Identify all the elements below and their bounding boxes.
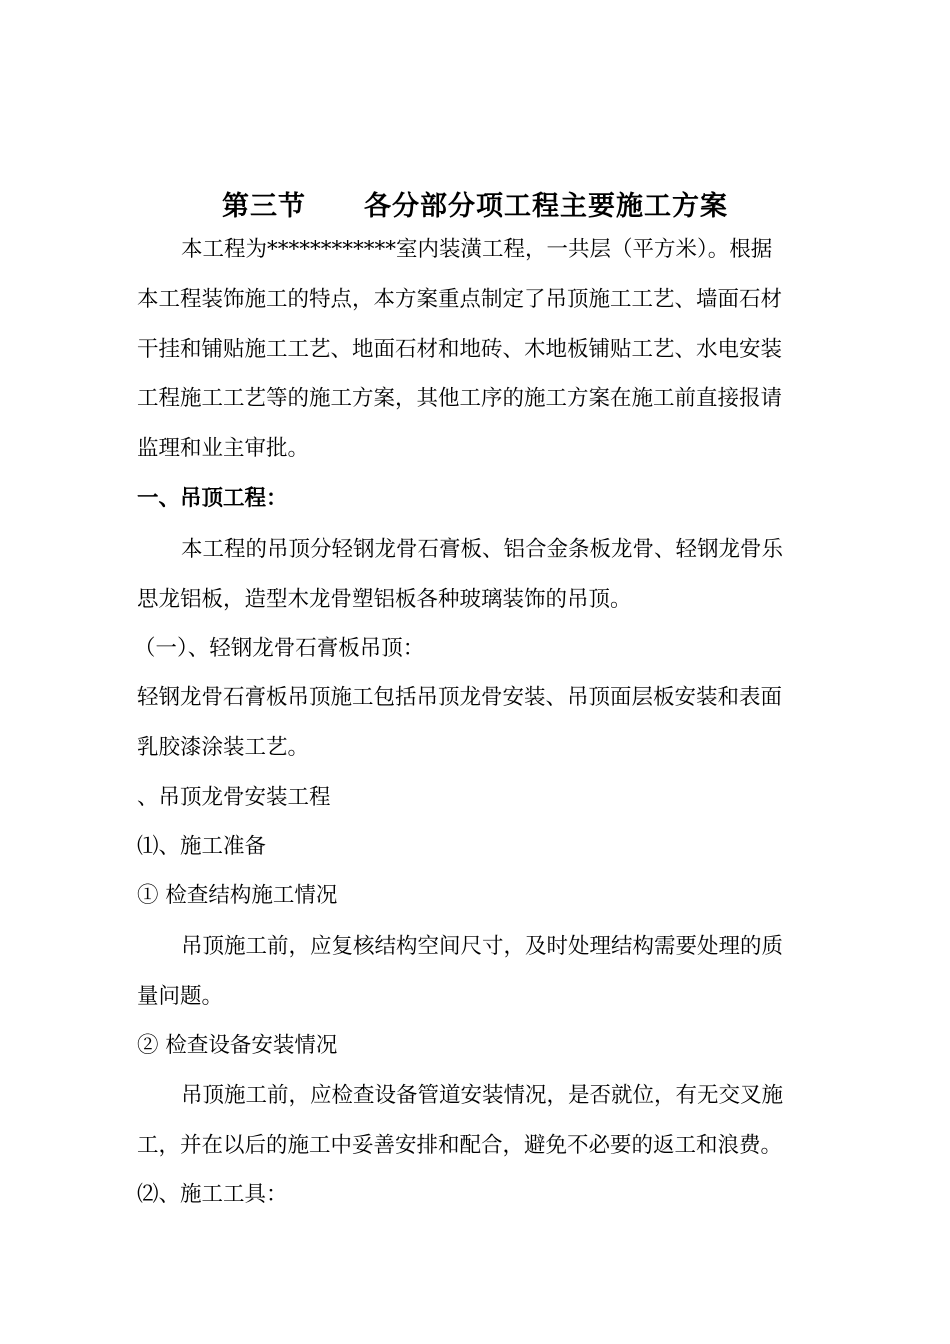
paragraph-line: 思龙铝板，造型木龙骨塑铝板各种玻璃装饰的吊顶。 xyxy=(137,587,632,612)
paragraph-line: 吊顶施工前，应复核结构空间尺寸，及时处理结构需要处理的质 xyxy=(181,934,784,959)
paragraph-line: 本工程为************室内装潢工程，一共层（平方米）。根据 xyxy=(181,237,773,262)
paragraph-line: 监理和业主审批。 xyxy=(137,436,310,461)
paragraph-line: 本工程装饰施工的特点，本方案重点制定了吊顶施工工艺、墙面石材 xyxy=(137,287,783,312)
paragraph-line: 量问题。 xyxy=(137,984,224,1009)
paragraph-line: 轻钢龙骨石膏板吊顶施工包括吊顶龙骨安装、吊顶面层板安装和表面 xyxy=(137,685,783,710)
section-number: 第三节 xyxy=(222,191,306,222)
section-title xyxy=(0,184,950,223)
subheading-gypsum-ceiling: （一）、轻钢龙骨石膏板吊顶： xyxy=(134,636,425,661)
paragraph-line: 乳胶漆涂装工艺。 xyxy=(137,735,310,760)
paragraph-line: 干挂和铺贴施工工艺、地面石材和地砖、木地板铺贴工艺、水电安装 xyxy=(137,337,783,362)
subheading-tools: ⑵、施工工具： xyxy=(137,1182,288,1207)
subheading-keel-installation: 、吊顶龙骨安装工程 xyxy=(137,785,331,810)
paragraph-line: 工，并在以后的施工中妥善安排和配合，避免不必要的返工和浪费。 xyxy=(137,1133,783,1158)
item-check-structure: ① 检查结构施工情况 xyxy=(137,883,338,908)
section-heading: 各分部分项工程主要施工方案 xyxy=(364,191,728,222)
paragraph-line: 工程施工工艺等的施工方案，其他工序的施工方案在施工前直接报请 xyxy=(137,386,783,411)
heading-ceiling-works: 一、吊顶工程： xyxy=(137,486,288,511)
paragraph-line: 本工程的吊顶分轻钢龙骨石膏板、铝合金条板龙骨、轻钢龙骨乐 xyxy=(181,537,784,562)
subheading-preparation: ⑴、施工准备 xyxy=(137,834,267,859)
paragraph-line: 吊顶施工前，应检查设备管道安装情况，是否就位，有无交叉施 xyxy=(181,1083,784,1108)
item-check-equipment: ② 检查设备安装情况 xyxy=(137,1033,338,1058)
